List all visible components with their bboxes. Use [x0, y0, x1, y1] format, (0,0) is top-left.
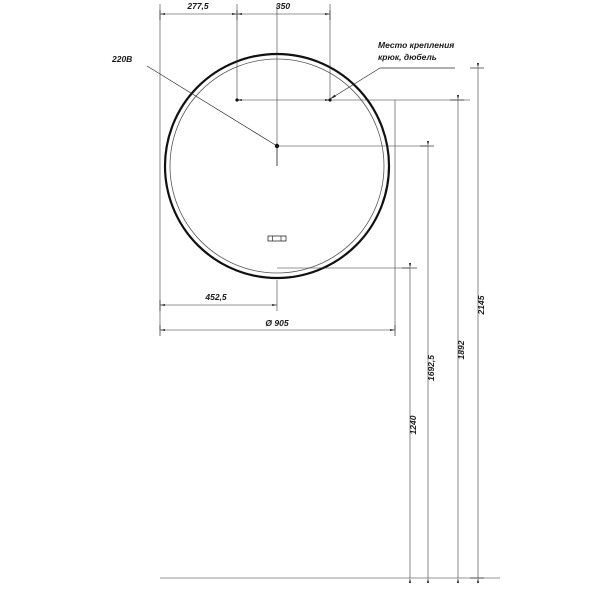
dim-1892-label: 1892	[456, 340, 466, 360]
dim-452-5-label: 452,5	[205, 292, 227, 302]
dim-diameter-label: Ø 905	[265, 318, 289, 328]
dim-350-label: 350	[275, 1, 291, 11]
top-dimension-chain	[160, 10, 330, 20]
power-label: 220В	[112, 54, 133, 64]
mount-note-line1: Место крепления	[378, 40, 455, 50]
dim-1692-5-label: 1692,5	[426, 355, 436, 381]
dim-1240-label: 1240	[408, 415, 418, 435]
dim-277-5-label: 277,5	[187, 1, 209, 11]
dim-2145-label: 2145	[476, 295, 486, 315]
mount-note-line2: крюк, дюбель	[378, 52, 437, 62]
